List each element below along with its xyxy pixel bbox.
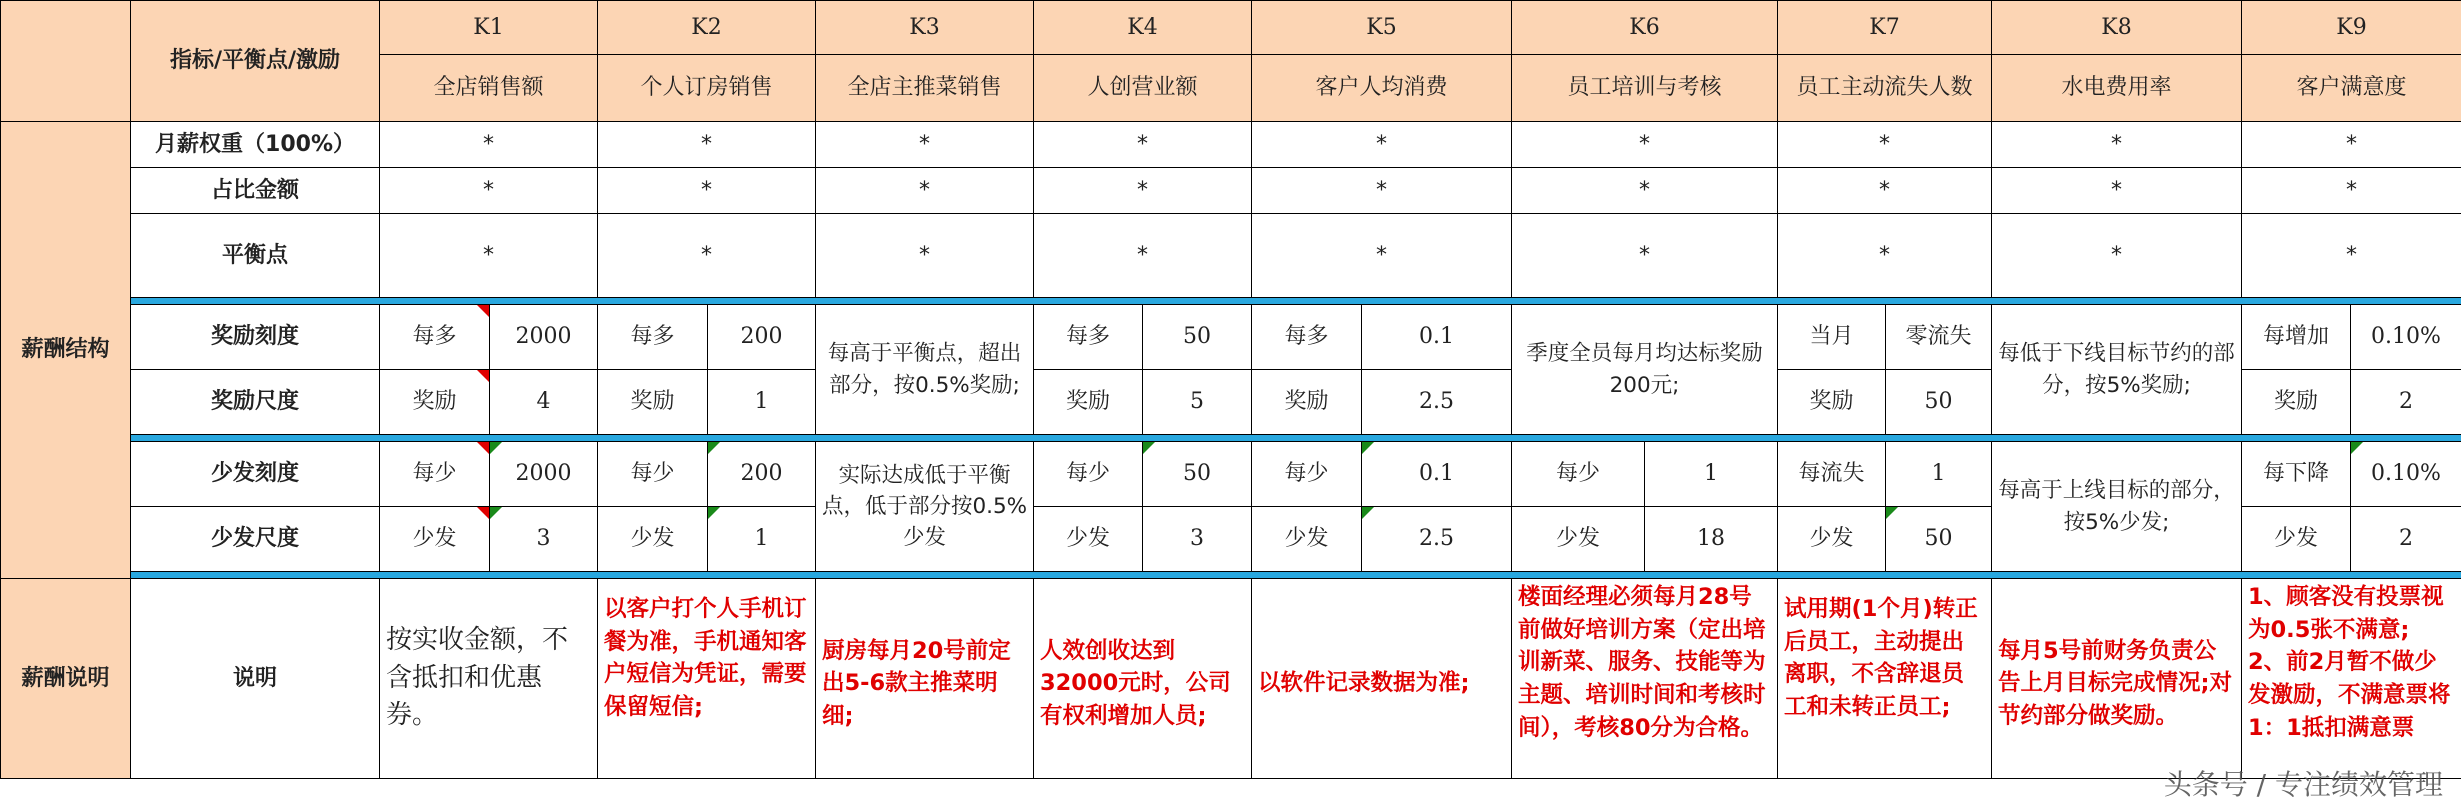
note-k5[interactable]: 以软件记录数据为准; xyxy=(1252,579,1512,779)
cell-k7-reward-size-unit[interactable]: 奖励 xyxy=(1778,370,1886,435)
row-label-penalty-scale: 少发刻度 xyxy=(131,442,380,507)
cell-k5-reward-size-value[interactable]: 2.5 xyxy=(1362,370,1512,435)
cell-k2-reward-size-unit[interactable]: 奖励 xyxy=(598,370,708,435)
cell-k7-penalty-scale-value[interactable]: 1 xyxy=(1886,442,1992,507)
cell-k1-reward-size-unit[interactable]: 奖励 xyxy=(380,370,490,435)
header-code-k6: K6 xyxy=(1512,1,1778,55)
cell-k4-reward-scale-unit[interactable]: 每多 xyxy=(1034,305,1143,370)
star-cell[interactable]: * xyxy=(1034,122,1252,168)
cell-k4-penalty-size-value[interactable]: 3 xyxy=(1143,507,1252,572)
note-k7[interactable]: 试用期(1个月)转正后员工，主动提出离职，不含辞退员工和未转正员工; xyxy=(1778,579,1992,779)
corner-cell xyxy=(1,1,131,122)
row-label-desc: 说明 xyxy=(131,579,380,779)
cell-k6-penalty-scale-unit[interactable]: 每少 xyxy=(1512,442,1645,507)
star-cell[interactable]: * xyxy=(598,122,816,168)
star-cell[interactable]: * xyxy=(1992,168,2242,214)
star-cell[interactable]: * xyxy=(816,168,1034,214)
note-k6[interactable]: 楼面经理必须每月28号前做好培训方案（定出培训新菜、服务、技能等为主题、培训时间和考核时间），考核80分为合格。 xyxy=(1512,579,1778,779)
note-k2[interactable]: 以客户打个人手机订餐为准，手机通知客户短信为凭证，需要保留短信; xyxy=(598,579,816,779)
cell-k9-penalty-size-unit[interactable]: 少发 xyxy=(2242,507,2351,572)
header-name-k8: 水电费用率 xyxy=(1992,55,2242,122)
cell-k1-reward-scale-value[interactable]: 2000 xyxy=(490,305,598,370)
cell-k9-reward-scale-unit[interactable]: 每增加 xyxy=(2242,305,2351,370)
star-cell[interactable]: * xyxy=(380,122,598,168)
note-k4[interactable]: 人效创收达到32000元时，公司有权利增加人员; xyxy=(1034,579,1252,779)
star-cell[interactable]: * xyxy=(598,168,816,214)
star-cell[interactable]: * xyxy=(1992,122,2242,168)
watermark-text: 头条号 / 专注绩效管理 xyxy=(2163,768,2443,801)
watermark xyxy=(2164,763,2443,803)
cell-k9-reward-scale-value[interactable]: 0.10% xyxy=(2351,305,2461,370)
star-cell[interactable]: * xyxy=(1034,214,1252,298)
cell-k1-penalty-size-unit[interactable]: 少发 xyxy=(380,507,490,572)
cell-k4-reward-scale-value[interactable]: 50 xyxy=(1143,305,1252,370)
star-cell[interactable]: * xyxy=(598,214,816,298)
cell-k5-reward-scale-value[interactable]: 0.1 xyxy=(1362,305,1512,370)
header-code-k5: K5 xyxy=(1252,1,1512,55)
separator-row xyxy=(1,572,2461,579)
note-k1[interactable]: 按实收金额，不含抵扣和优惠券。 xyxy=(380,579,598,779)
star-cell[interactable]: * xyxy=(1778,168,1992,214)
cell-k4-reward-size-value[interactable]: 5 xyxy=(1143,370,1252,435)
header-row-label: 指标/平衡点/激励 xyxy=(131,1,380,122)
cell-k7-penalty-size-unit[interactable]: 少发 xyxy=(1778,507,1886,572)
cell-k4-penalty-size-unit[interactable]: 少发 xyxy=(1034,507,1143,572)
header-code-k4: K4 xyxy=(1034,1,1252,55)
header-code-k8: K8 xyxy=(1992,1,2242,55)
note-k3[interactable]: 厨房每月20号前定出5-6款主推菜明细; xyxy=(816,579,1034,779)
cell-k2-penalty-scale-unit[interactable]: 每少 xyxy=(598,442,708,507)
header-name-k7: 员工主动流失人数 xyxy=(1778,55,1992,122)
header-name-k2: 个人订房销售 xyxy=(598,55,816,122)
separator-row xyxy=(1,298,2461,305)
cell-k5-penalty-scale-unit[interactable]: 每少 xyxy=(1252,442,1362,507)
star-cell[interactable]: * xyxy=(816,122,1034,168)
star-cell[interactable]: * xyxy=(1778,214,1992,298)
cell-k4-penalty-scale-unit[interactable]: 每少 xyxy=(1034,442,1143,507)
star-cell[interactable]: * xyxy=(816,214,1034,298)
star-cell[interactable]: * xyxy=(1512,168,1778,214)
cell-k5-reward-size-unit[interactable]: 奖励 xyxy=(1252,370,1362,435)
cell-k4-penalty-scale-value[interactable]: 50 xyxy=(1143,442,1252,507)
cell-k2-reward-size-value[interactable]: 1 xyxy=(708,370,816,435)
section-label-structure: 薪酬结构 xyxy=(1,122,131,579)
cell-k8-penalty-merged[interactable]: 每高于上线目标的部分，按5%少发; xyxy=(1992,442,2242,572)
cell-k5-penalty-scale-value[interactable]: 0.1 xyxy=(1362,442,1512,507)
cell-k1-reward-scale-unit[interactable]: 每多 xyxy=(380,305,490,370)
cell-k6-reward-merged[interactable]: 季度全员每月均达标奖励200元; xyxy=(1512,305,1778,435)
header-name-k1: 全店销售额 xyxy=(380,55,598,122)
row-label-penalty-size: 少发尺度 xyxy=(131,507,380,572)
cell-k7-reward-scale-value[interactable]: 零流失 xyxy=(1886,305,1992,370)
note-k8[interactable]: 每月5号前财务负责公告上月目标完成情况;对节约部分做奖励。 xyxy=(1992,579,2242,779)
cell-k2-penalty-size-unit[interactable]: 少发 xyxy=(598,507,708,572)
section-label-notes: 薪酬说明 xyxy=(1,579,131,779)
cell-k7-penalty-size-value[interactable]: 50 xyxy=(1886,507,1992,572)
cell-k1-reward-size-value[interactable]: 4 xyxy=(490,370,598,435)
header-name-k5: 客户人均消费 xyxy=(1252,55,1512,122)
star-cell[interactable]: * xyxy=(1034,168,1252,214)
cell-k9-penalty-size-value[interactable]: 2 xyxy=(2351,507,2461,572)
row-label-balance: 平衡点 xyxy=(131,214,380,298)
star-cell[interactable]: * xyxy=(2242,168,2461,214)
cell-k6-penalty-size-value[interactable]: 18 xyxy=(1645,507,1778,572)
cell-k1-penalty-scale-value[interactable]: 2000 xyxy=(490,442,598,507)
cell-k1-penalty-size-value[interactable]: 3 xyxy=(490,507,598,572)
cell-k7-reward-size-value[interactable]: 50 xyxy=(1886,370,1992,435)
cell-k9-penalty-scale-value[interactable]: 0.10% xyxy=(2351,442,2461,507)
header-code-k1: K1 xyxy=(380,1,598,55)
header-name-k3: 全店主推菜销售 xyxy=(816,55,1034,122)
cell-k2-reward-scale-value[interactable]: 200 xyxy=(708,305,816,370)
header-code-k2: K2 xyxy=(598,1,816,55)
cell-k5-reward-scale-unit[interactable]: 每多 xyxy=(1252,305,1362,370)
cell-k5-penalty-size-unit[interactable]: 少发 xyxy=(1252,507,1362,572)
star-cell[interactable]: * xyxy=(1512,122,1778,168)
cell-k2-reward-scale-unit[interactable]: 每多 xyxy=(598,305,708,370)
header-name-k4: 人创营业额 xyxy=(1034,55,1252,122)
cell-k3-penalty-merged[interactable]: 实际达成低于平衡点，低于部分按0.5%少发 xyxy=(816,442,1034,572)
cell-k1-penalty-scale-unit[interactable]: 每少 xyxy=(380,442,490,507)
row-label-amount: 占比金额 xyxy=(131,168,380,214)
star-cell[interactable]: * xyxy=(380,214,598,298)
cell-k9-reward-size-unit[interactable]: 奖励 xyxy=(2242,370,2351,435)
cell-k9-reward-size-value[interactable]: 2 xyxy=(2351,370,2461,435)
cell-k2-penalty-scale-value[interactable]: 200 xyxy=(708,442,816,507)
row-label-reward-scale: 奖励刻度 xyxy=(131,305,380,370)
star-cell[interactable]: * xyxy=(1252,122,1512,168)
cell-k2-penalty-size-value[interactable]: 1 xyxy=(708,507,816,572)
star-cell[interactable]: * xyxy=(1992,214,2242,298)
star-cell[interactable]: * xyxy=(1778,122,1992,168)
header-name-k6: 员工培训与考核 xyxy=(1512,55,1778,122)
bottom-strip xyxy=(0,803,2461,809)
row-label-weight: 月薪权重（100%） xyxy=(131,122,380,168)
separator-row xyxy=(1,435,2461,442)
star-cell[interactable]: * xyxy=(2242,122,2461,168)
cell-k8-reward-merged[interactable]: 每低于下线目标节约的部分，按5%奖励; xyxy=(1992,305,2242,435)
star-cell[interactable]: * xyxy=(2242,214,2461,298)
star-cell[interactable]: * xyxy=(1252,168,1512,214)
cell-k9-penalty-scale-unit[interactable]: 每下降 xyxy=(2242,442,2351,507)
header-name-k9: 客户满意度 xyxy=(2242,55,2461,122)
cell-k3-reward-merged[interactable]: 每高于平衡点，超出部分，按0.5%奖励; xyxy=(816,305,1034,435)
cell-k6-penalty-scale-value[interactable]: 1 xyxy=(1645,442,1778,507)
cell-k7-penalty-scale-unit[interactable]: 每流失 xyxy=(1778,442,1886,507)
star-cell[interactable]: * xyxy=(1512,214,1778,298)
cell-k5-penalty-size-value[interactable]: 2.5 xyxy=(1362,507,1512,572)
header-code-k7: K7 xyxy=(1778,1,1992,55)
note-k9[interactable]: 1、顾客没有投票视为0.5张不满意; 2、前2月暂不做少发激励，不满意票将1：1抵扣满意票 xyxy=(2242,579,2461,779)
star-cell[interactable]: * xyxy=(380,168,598,214)
star-cell[interactable]: * xyxy=(1252,214,1512,298)
header-code-k3: K3 xyxy=(816,1,1034,55)
cell-k6-penalty-size-unit[interactable]: 少发 xyxy=(1512,507,1645,572)
cell-k4-reward-size-unit[interactable]: 奖励 xyxy=(1034,370,1143,435)
cell-k7-reward-scale-unit[interactable]: 当月 xyxy=(1778,305,1886,370)
header-code-k9: K9 xyxy=(2242,1,2461,55)
row-label-reward-size: 奖励尺度 xyxy=(131,370,380,435)
